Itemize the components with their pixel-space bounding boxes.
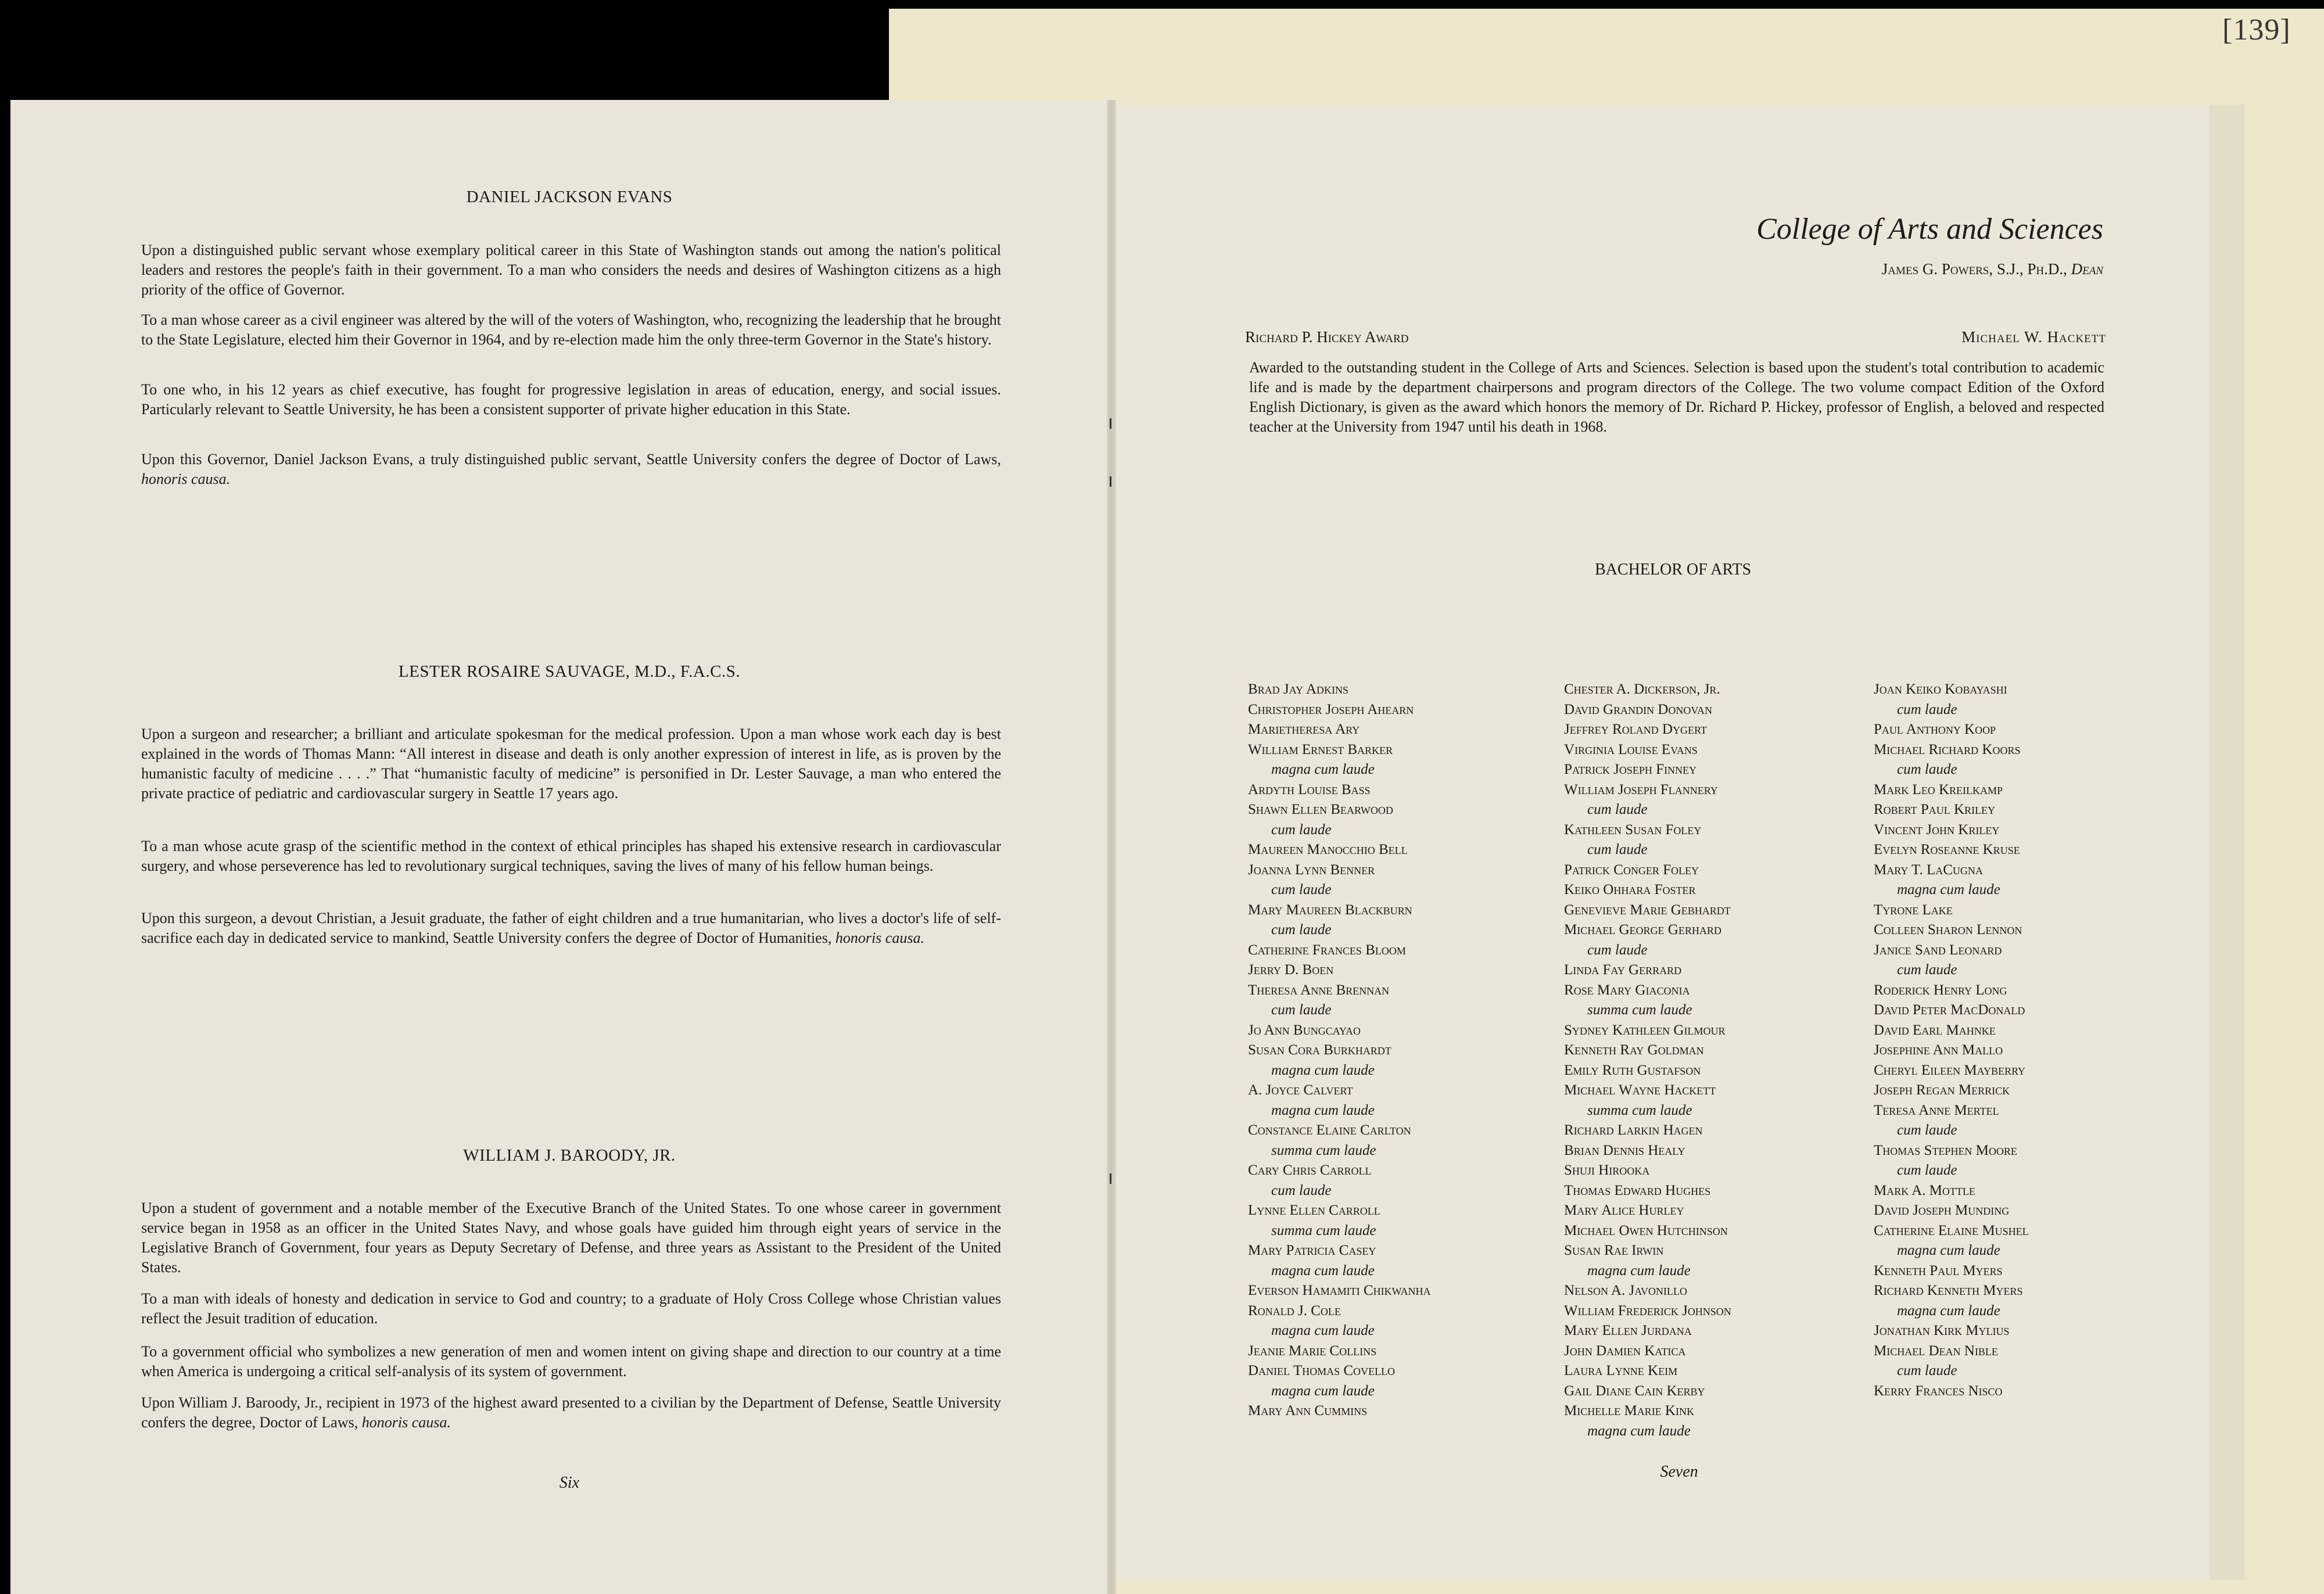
graduate-name: Chester A. Dickerson, Jr. <box>1564 681 1720 697</box>
graduate-honor: cum laude <box>1271 882 1332 897</box>
graduate-name: David Joseph Munding <box>1874 1202 2010 1218</box>
graduate-name: Michael Wayne Hackett <box>1564 1082 1716 1098</box>
award-name: Richard P. Hickey Award <box>1245 328 1409 346</box>
graduate-column <box>1564 680 1731 1441</box>
graduate-name: Jerry D. Boen <box>1248 962 1334 978</box>
graduate-honor: summa cum laude <box>1587 1002 1692 1018</box>
section-heading: WILLIAM J. BAROODY, JR. <box>463 1146 676 1165</box>
graduate-honor: cum laude <box>1271 922 1332 938</box>
section-heading: LESTER ROSAIRE SAUVAGE, M.D., F.A.C.S. <box>398 662 741 681</box>
graduate-honor: magna cum laude <box>1271 1102 1375 1118</box>
graduate-name: Michael Dean Nible <box>1874 1342 1998 1359</box>
graduate-honor: summa cum laude <box>1271 1142 1376 1158</box>
graduate-name: John Damien Katica <box>1564 1342 1686 1359</box>
graduate-name: Paul Anthony Koop <box>1874 721 1996 737</box>
graduate-honor: summa cum laude <box>1587 1102 1692 1118</box>
graduate-honor: cum laude <box>1897 1122 1957 1138</box>
graduate-name: Robert Paul Kriley <box>1874 802 1996 817</box>
graduate-name: Ardyth Louise Bass <box>1248 781 1371 798</box>
award-description: Awarded to the outstanding student in the College of Arts and Sciences. Selection is based upon the student's total contribution to academic life and is made by the department chairpersons and program directors of the College. The two volume compact Edition of the Oxford English Dictionary, is given as the award which honors the memory of Dr. Richard P. Hickey, professor of English, a beloved and respected teacher at the University from 1947 until his death in 1968. <box>1249 359 2104 435</box>
graduate-name: Mary Maureen Blackburn <box>1248 902 1412 918</box>
graduate-honor: magna cum laude <box>1271 1262 1375 1279</box>
graduate-name: Thomas Stephen Moore <box>1874 1142 2017 1158</box>
graduate-name: Thomas Edward Hughes <box>1564 1182 1711 1198</box>
graduate-name: Janice Sand Leonard <box>1874 942 2002 958</box>
graduate-name: Teresa Anne Mertel <box>1874 1102 1999 1118</box>
graduate-name: Jo Ann Bungcayao <box>1248 1022 1361 1038</box>
graduate-name: Jeffrey Roland Dygert <box>1564 721 1707 737</box>
paragraph: To a man whose career as a civil engineer was altered by the will of the voters of Washington, who, recognizing the leadership that he brought to the State Legislature, elected him their Governor in 1964, and by re-election made him the only three-term Governor in the State's history. <box>141 311 1001 348</box>
graduate-name: Kathleen Susan Foley <box>1564 821 1702 838</box>
graduate-name: Mark Leo Kreilkamp <box>1874 781 2003 798</box>
graduate-honor: cum laude <box>1587 942 1648 958</box>
graduate-honor: cum laude <box>1897 962 1957 978</box>
graduate-name: Everson Hamamiti Chikwanha <box>1248 1283 1431 1298</box>
graduate-name: Catherine Frances Bloom <box>1248 942 1406 958</box>
graduate-name: Emily Ruth Gustafson <box>1564 1062 1701 1078</box>
page-folio: Six <box>559 1474 580 1492</box>
paragraph: To a man whose acute grasp of the scientific method in the context of ethical principles has shaped his extensive research in cardiovascular surgery, and whose perseverence has led to revolutionary surgical techniques, saving the lives of many of his fellow human beings. <box>141 838 1001 874</box>
graduate-name: Susan Rae Irwin <box>1564 1243 1664 1258</box>
graduate-name: Virginia Louise Evans <box>1564 741 1698 757</box>
graduate-name: Michael Owen Hutchinson <box>1564 1222 1728 1238</box>
graduate-name: Michael George Gerhard <box>1564 922 1722 938</box>
graduate-honor: cum laude <box>1897 762 1957 777</box>
graduate-name: Lynne Ellen Carroll <box>1248 1202 1380 1218</box>
graduate-honor: magna cum laude <box>1897 882 2000 897</box>
graduate-honor: magna cum laude <box>1271 1323 1375 1338</box>
graduate-name: Genevieve Marie Gebhardt <box>1564 902 1731 918</box>
graduate-name: Mary T. LaCugna <box>1874 861 1983 878</box>
graduate-name: Richard Larkin Hagen <box>1564 1122 1703 1138</box>
graduate-column <box>1874 680 2029 1401</box>
graduate-name: Michael Richard Koors <box>1874 741 2021 757</box>
graduate-honor: cum laude <box>1897 1363 1957 1378</box>
graduate-honor: cum laude <box>1587 842 1648 857</box>
paragraph: To a government official who symbolizes a new generation of men and women intent on giving shape and direction to our country at a time when America is undergoing a critical self-analysis of its system of government. <box>141 1343 1001 1380</box>
graduate-name: Kenneth Paul Myers <box>1874 1262 2003 1279</box>
graduate-name: Theresa Anne Brennan <box>1248 982 1390 998</box>
graduate-name: David Grandin Donovan <box>1564 701 1713 717</box>
graduate-name: Joan Keiko Kobayashi <box>1874 681 2007 697</box>
paragraph: Upon William J. Baroody, Jr., recipient in 1973 of the highest award presented to a civilian by the Department of Defense, Seattle University confers the degree, Doctor of Laws, honoris causa. <box>141 1394 1001 1431</box>
graduate-honor: cum laude <box>1897 1162 1957 1178</box>
graduate-name: Mary Ann Cummins <box>1248 1403 1368 1419</box>
graduate-name: Christopher Joseph Ahearn <box>1248 701 1414 717</box>
graduate-name: Keiko Ohhara Foster <box>1564 882 1696 897</box>
graduate-column <box>1248 680 1430 1421</box>
paragraph: To a man with ideals of honesty and dedication in service to God and country; to a graduate of Holy Cross College whose Christian values reflect the Jesuit tradition of education. <box>141 1290 1001 1327</box>
graduate-name: Kerry Frances Nisco <box>1874 1383 2003 1399</box>
graduate-name: Constance Elaine Carlton <box>1248 1122 1411 1138</box>
graduate-honor: magna cum laude <box>1587 1423 1691 1439</box>
graduate-name: Joanna Lynn Benner <box>1248 861 1375 878</box>
gutter-mark <box>1110 476 1111 487</box>
college-title: College of Arts and Sciences <box>1756 213 2103 246</box>
graduate-name: Shuji Hirooka <box>1564 1162 1650 1178</box>
graduate-name: Patrick Joseph Finney <box>1564 762 1697 777</box>
graduate-honor: magna cum laude <box>1897 1243 2000 1258</box>
graduate-name: Brian Dennis Healy <box>1564 1142 1685 1158</box>
graduate-name: Jonathan Kirk Mylius <box>1874 1323 2010 1338</box>
graduate-name: Richard Kenneth Myers <box>1874 1283 2023 1298</box>
graduate-name: Cary Chris Carroll <box>1248 1162 1372 1178</box>
graduate-honor: cum laude <box>1271 1002 1332 1018</box>
graduate-honor: cum laude <box>1587 802 1648 817</box>
graduate-honor: cum laude <box>1271 1182 1332 1198</box>
paragraph: To one who, in his 12 years as chief executive, has fought for progressive legislation in areas of education, energy, and social issues. Particularly relevant to Seattle University, he has been a consistent supporter of private higher education in this State. <box>141 381 1001 418</box>
paragraph: Upon this surgeon, a devout Christian, a Jesuit graduate, the father of eight children and a true humanitarian, who lives a doctor's life of self-sacrifice each day in dedicated service to mankind, Seattle University confers the degree of Doctor of Humanities, honoris causa. <box>141 910 1001 946</box>
graduate-name: Shawn Ellen Bearwood <box>1248 802 1393 817</box>
gutter-mark <box>1110 1173 1111 1184</box>
graduate-name: Joseph Regan Merrick <box>1874 1082 2010 1098</box>
graduate-name: Brad Jay Adkins <box>1248 681 1349 697</box>
graduate-name: Mary Patricia Casey <box>1248 1243 1376 1258</box>
graduate-name: David Earl Mahnke <box>1874 1022 1996 1038</box>
book-gutter <box>1107 100 1116 1594</box>
graduate-name: Catherine Elaine Mushel <box>1874 1222 2029 1238</box>
graduate-name: Mark A. Mottle <box>1874 1182 1975 1198</box>
graduate-name: Evelyn Roseanne Kruse <box>1874 842 2020 857</box>
graduate-name: David Peter MacDonald <box>1874 1002 2025 1018</box>
graduate-name: Susan Cora Burkhardt <box>1248 1042 1391 1058</box>
graduate-name: Josephine Ann Mallo <box>1874 1042 2003 1058</box>
paragraph: Upon a surgeon and researcher; a brilliant and articulate spokesman for the medical profession. Upon a man whose work each day is best explained in the words of Thomas Mann: “All interest in disease and death is only another expression of interest in life, as is proven by the humanistic faculty of medicine . . . .” That “humanistic faculty of medicine” is personified in Dr. Lester Sauvage, a man who entered the private practice of pediatric and cardiovascular surgery in Seattle 17 years ago. <box>141 726 1001 802</box>
graduate-name: Roderick Henry Long <box>1874 982 2007 998</box>
graduate-name: Kenneth Ray Goldman <box>1564 1042 1704 1058</box>
graduate-name: Daniel Thomas Covello <box>1248 1363 1396 1378</box>
gutter-mark <box>1110 418 1111 429</box>
award-recipient: Michael W. Hackett <box>1961 328 2106 346</box>
graduate-name: Sydney Kathleen Gilmour <box>1564 1022 1726 1038</box>
graduate-name: Maureen Manocchio Bell <box>1248 842 1408 857</box>
page-folio: Seven <box>1660 1463 1698 1481</box>
section-heading: DANIEL JACKSON EVANS <box>466 188 673 206</box>
graduate-name: Mary Ellen Jurdana <box>1564 1323 1692 1338</box>
graduate-name: Rose Mary Giaconia <box>1564 982 1690 998</box>
graduate-honor: magna cum laude <box>1271 762 1375 777</box>
graduate-name: Gail Diane Cain Kerby <box>1564 1383 1705 1399</box>
paragraph: Upon a distinguished public servant whose exemplary political career in this State of Washington stands out among the nation's political leaders and restores the people's faith in their government. To a man who considers the needs and desires of Washington citizens as a high priority of the office of Governor. <box>141 242 1001 298</box>
graduate-name: A. Joyce Calvert <box>1248 1082 1353 1098</box>
graduate-honor: cum laude <box>1897 701 1957 717</box>
graduate-name: Vincent John Kriley <box>1874 821 2000 838</box>
graduate-name: Colleen Sharon Lennon <box>1874 922 2022 938</box>
paragraph: Upon a student of government and a notable member of the Executive Branch of the United States. To one whose career in government service began in 1958 as an officer in the United States Navy, and whose goals have guided him through eight years of service in the Legislative Branch of Government, four years as Deputy Secretary of Defense, and three years as Assistant to the President of the United States. <box>141 1200 1001 1276</box>
dean-line: James G. Powers, S.J., Ph.D., Dean <box>1881 260 2103 278</box>
graduate-name: Michelle Marie Kink <box>1564 1403 1694 1419</box>
graduate-name: William Joseph Flannery <box>1564 781 1718 798</box>
graduate-honor: summa cum laude <box>1271 1222 1376 1238</box>
graduate-name: Ronald J. Cole <box>1248 1302 1341 1319</box>
graduate-honor: magna cum laude <box>1587 1262 1691 1279</box>
graduate-name: Tyrone Lake <box>1874 902 1953 918</box>
graduate-name: Linda Fay Gerrard <box>1564 962 1682 978</box>
graduate-honor: cum laude <box>1271 821 1332 838</box>
graduate-name: William Frederick Johnson <box>1564 1302 1731 1319</box>
archive-page-number: [139] <box>2222 13 2291 46</box>
page-edge <box>2210 105 2244 1580</box>
graduate-name: Nelson A. Javonillo <box>1564 1283 1687 1298</box>
graduate-name: William Ernest Barker <box>1248 741 1393 757</box>
degree-heading: BACHELOR OF ARTS <box>1595 561 1752 579</box>
graduate-honor: magna cum laude <box>1897 1302 2000 1319</box>
graduate-name: Mary Alice Hurley <box>1564 1202 1684 1218</box>
paragraph: Upon this Governor, Daniel Jackson Evans, a truly distinguished public servant, Seattle University confers the degree of Doctor of Laws, honoris causa. <box>141 451 1001 487</box>
graduate-name: Marietheresa Ary <box>1248 721 1360 737</box>
graduate-name: Jeanie Marie Collins <box>1248 1342 1377 1359</box>
graduate-name: Laura Lynne Keim <box>1564 1363 1678 1378</box>
graduate-honor: magna cum laude <box>1271 1062 1375 1078</box>
graduate-honor: magna cum laude <box>1271 1383 1375 1399</box>
graduate-name: Patrick Conger Foley <box>1564 861 1699 878</box>
graduate-name: Cheryl Eileen Mayberry <box>1874 1062 2026 1078</box>
